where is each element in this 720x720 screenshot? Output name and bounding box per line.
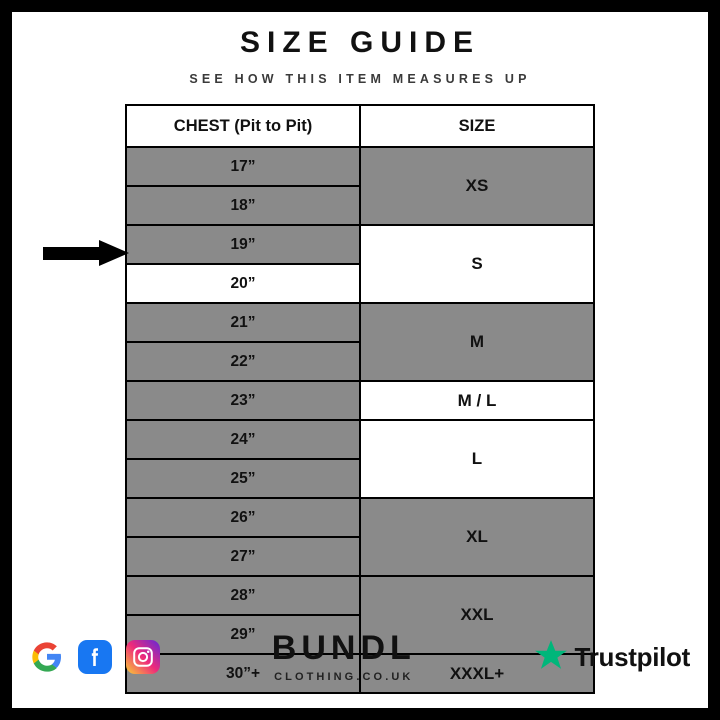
social-links (30, 640, 160, 674)
table-row (126, 576, 594, 615)
table-header-row (126, 105, 594, 147)
table-row (126, 303, 594, 342)
chest-cell: 27” (126, 537, 360, 576)
column-header-size: SIZE (360, 105, 594, 147)
chest-cell: 29” (126, 615, 360, 654)
page-title: SIZE GUIDE (239, 26, 481, 59)
trustpilot-badge[interactable] (534, 638, 690, 677)
chest-cell: 22” (126, 342, 360, 381)
chest-cell: 25” (126, 459, 360, 498)
facebook-icon[interactable] (78, 640, 112, 674)
size-cell-selected: S (360, 225, 594, 303)
chest-cell: 19” (126, 225, 360, 264)
chest-cell: 30”+ (126, 654, 360, 693)
size-table-wrapper (125, 104, 595, 694)
size-cell: XL (360, 498, 594, 576)
trustpilot-star-icon (534, 638, 568, 677)
brand-url: CLOTHING.CO.UK (274, 671, 414, 683)
size-cell: L (360, 420, 594, 498)
instagram-icon[interactable] (126, 640, 160, 674)
table-row (126, 498, 594, 537)
size-table (125, 104, 595, 694)
chest-cell: 26” (126, 498, 360, 537)
size-cell: M / L (360, 381, 594, 420)
chest-cell: 21” (126, 303, 360, 342)
chest-cell-selected: 20” (126, 264, 360, 303)
table-row (126, 147, 594, 186)
chest-cell: 17” (126, 147, 360, 186)
arrow-right-icon (43, 240, 129, 266)
size-cell: XXL (360, 576, 594, 654)
table-row (126, 420, 594, 459)
trustpilot-label: Trustpilot (574, 641, 690, 672)
size-guide-card (12, 12, 708, 708)
chest-cell: 23” (126, 381, 360, 420)
brand-name: BUNDL (271, 629, 416, 667)
brand-logo (272, 631, 416, 683)
chest-cell: 18” (126, 186, 360, 225)
google-icon[interactable] (30, 640, 64, 674)
footer (12, 620, 708, 694)
size-cell: XS (360, 147, 594, 225)
size-cell: M (360, 303, 594, 381)
chest-cell: 24” (126, 420, 360, 459)
table-row (126, 381, 594, 420)
column-header-chest: CHEST (Pit to Pit) (126, 105, 360, 147)
page-subtitle: SEE HOW THIS ITEM MEASURES UP (189, 72, 531, 86)
chest-cell: 28” (126, 576, 360, 615)
table-row (126, 225, 594, 264)
size-cell: XXXL+ (360, 654, 594, 693)
